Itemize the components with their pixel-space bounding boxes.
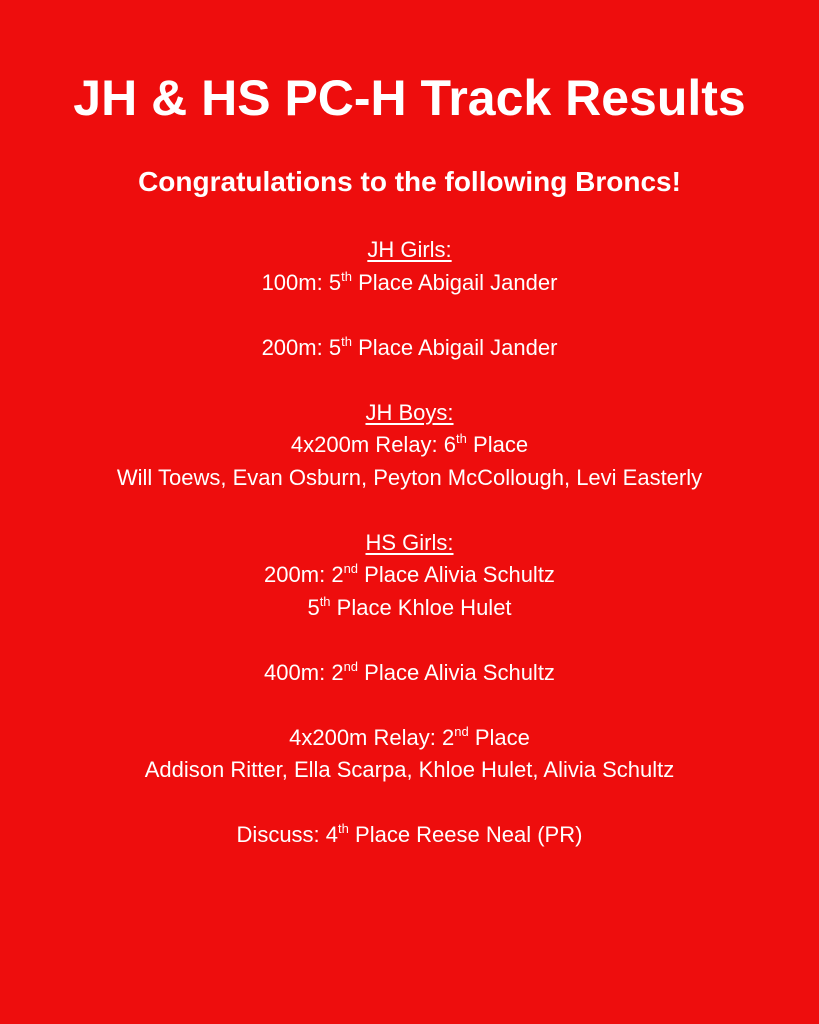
- jh-girls-200m-result: [0, 332, 819, 365]
- result-text: Place: [473, 432, 529, 457]
- result-text: Place Abigail Jander: [358, 334, 558, 360]
- place-number: 2: [331, 562, 344, 587]
- hs-girls-discus-result: [0, 819, 819, 852]
- spacer: [0, 624, 819, 657]
- jh-boys-relay-result: [0, 429, 819, 462]
- jh-boys-section: [0, 397, 819, 430]
- place-number: 2: [441, 724, 455, 750]
- hs-girls-relay-result: [0, 722, 819, 755]
- hs-girls-200m-result-second: [0, 592, 819, 625]
- event-label: Discuss:: [236, 822, 320, 847]
- spacer: [0, 689, 819, 722]
- spacer: [0, 787, 819, 820]
- place-suffix: nd: [343, 658, 359, 674]
- spacer: [0, 299, 819, 332]
- results-list: [0, 234, 819, 852]
- hs-girls-relay-members: Addison Ritter, Ella Scarpa, Khloe Hulet, Alivia Schultz: [144, 757, 675, 782]
- spacer: [0, 494, 819, 527]
- place-suffix: th: [338, 821, 349, 836]
- hs-girls-400m-result: [0, 657, 819, 690]
- place-number: 5: [307, 594, 320, 620]
- jh-boys-heading: JH Boys:: [365, 399, 454, 425]
- place-number: 2: [331, 659, 344, 685]
- result-text: Place Reese Neal (PR): [355, 822, 583, 847]
- event-label: 4x200m Relay:: [289, 724, 436, 750]
- hs-girls-section: [0, 527, 819, 560]
- page-subtitle: Congratulations to the following Broncs!: [138, 166, 681, 197]
- jh-boys-relay-members: Will Toews, Evan Osburn, Peyton McCollough, Levi Easterly: [116, 464, 703, 490]
- result-text: Place Alivia Schultz: [364, 659, 555, 685]
- spacer: [0, 364, 819, 397]
- result-text: Place Alivia Schultz: [364, 562, 555, 587]
- hs-girls-200m-result: [0, 559, 819, 592]
- result-text: Place: [474, 724, 530, 750]
- jh-girls-heading: JH Girls:: [367, 237, 452, 262]
- place-number: 6: [443, 432, 457, 457]
- page-title: JH & HS PC-H Track Results: [73, 70, 746, 126]
- event-label: 200m:: [264, 562, 326, 587]
- result-text: Place Abigail Jander: [358, 269, 558, 295]
- place-suffix: th: [341, 333, 352, 349]
- place-suffix: nd: [343, 561, 359, 576]
- place-suffix: th: [319, 593, 331, 609]
- place-number: 4: [325, 822, 339, 847]
- place-suffix: nd: [454, 723, 469, 739]
- place-number: 5: [328, 334, 342, 360]
- event-label: 400m:: [264, 659, 326, 685]
- place-suffix: th: [456, 431, 467, 446]
- jh-girls-section: [0, 234, 819, 267]
- result-text: Place Khloe Hulet: [336, 594, 512, 620]
- event-label: 200m:: [261, 334, 323, 360]
- place-suffix: th: [341, 268, 352, 284]
- event-label: 4x200m Relay:: [290, 432, 438, 457]
- jh-girls-100m-result: [0, 267, 819, 300]
- place-number: 5: [328, 269, 342, 295]
- hs-girls-heading: HS Girls:: [365, 529, 454, 555]
- event-label: 100m:: [261, 269, 323, 295]
